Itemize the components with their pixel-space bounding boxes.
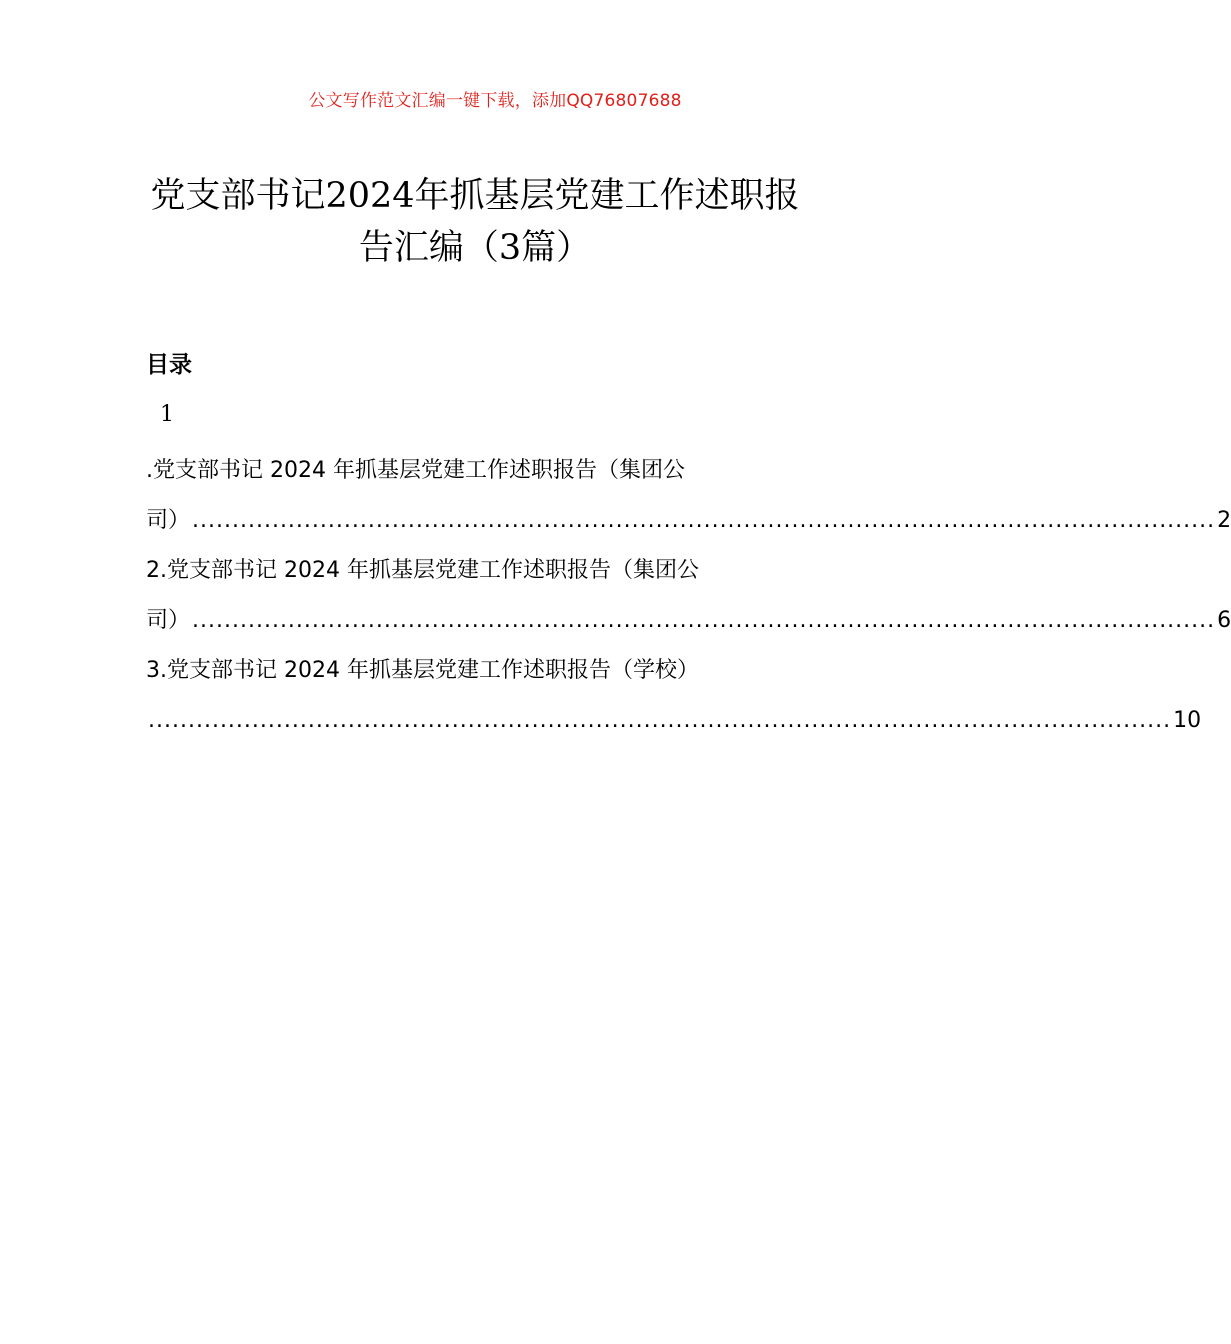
header-note: 公文写作范文汇编一键下载，添加QQ76807688 bbox=[308, 91, 682, 111]
toc-item-line bbox=[146, 696, 1202, 746]
toc-heading: 目录 bbox=[146, 352, 192, 378]
toc-item-line bbox=[146, 596, 1231, 646]
toc-item-2[interactable] bbox=[146, 546, 1231, 646]
toc-item-text-continued: 司） bbox=[146, 608, 191, 633]
toc-page-number: 6 bbox=[1217, 608, 1231, 633]
toc-item-text-continued: 司） bbox=[146, 508, 191, 533]
toc-number-line: 1 bbox=[160, 402, 174, 427]
toc-item-1[interactable] bbox=[146, 446, 1231, 546]
toc-item-line bbox=[146, 446, 806, 496]
toc-item-text: .党支部书记 2024 年抓基层党建工作述职报告（集团公 bbox=[146, 458, 685, 483]
toc-leader-dots: ................................................................................................................................ bbox=[192, 508, 1216, 533]
toc-leader-dots: ................................................................................................................................ bbox=[148, 708, 1172, 733]
toc-list bbox=[146, 446, 1231, 746]
toc-item-line bbox=[146, 546, 806, 596]
toc-item-text: 2.党支部书记 2024 年抓基层党建工作述职报告（集团公 bbox=[146, 558, 699, 583]
toc-leader-dots: ................................................................................................................................ bbox=[192, 608, 1216, 633]
toc-page-number: 10 bbox=[1173, 708, 1202, 733]
toc-page-number: 2 bbox=[1217, 508, 1231, 533]
toc-item-text: 3.党支部书记 2024 年抓基层党建工作述职报告（学校） bbox=[146, 658, 699, 683]
toc-item-line bbox=[146, 646, 806, 696]
toc-item-line bbox=[146, 496, 1231, 546]
toc-item-3[interactable] bbox=[146, 646, 1202, 746]
document-title: 党支部书记2024年抓基层党建工作述职报告汇编（3篇） bbox=[150, 176, 800, 268]
